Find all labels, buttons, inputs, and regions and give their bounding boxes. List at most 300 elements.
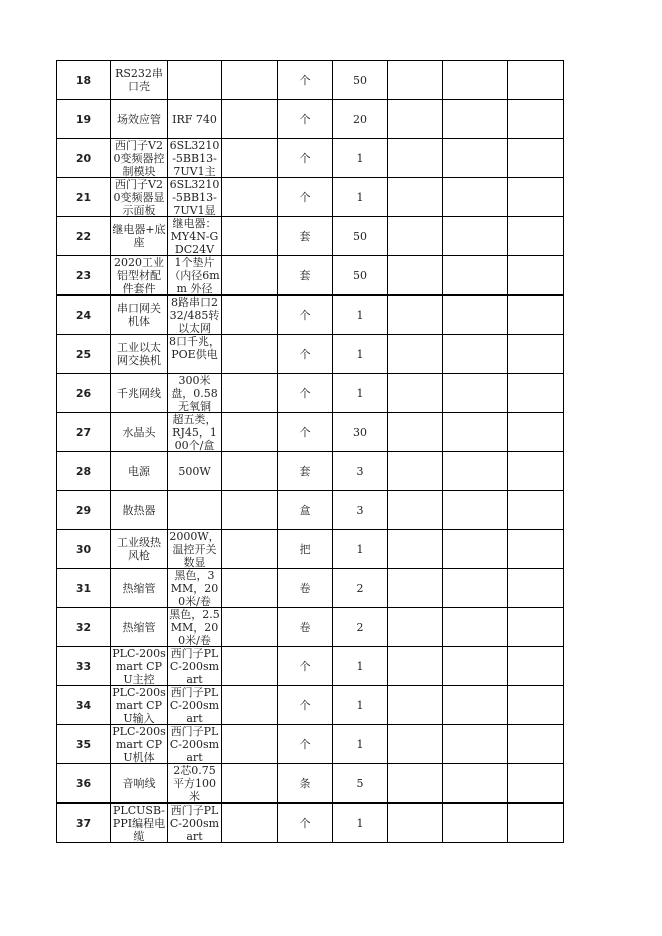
empty-cell[interactable] <box>443 335 508 374</box>
cell-content <box>388 335 442 373</box>
spec-cell[interactable] <box>168 295 222 335</box>
spec-cell[interactable] <box>168 530 222 569</box>
unit-cell[interactable] <box>278 217 333 256</box>
qty-text: 1 <box>356 386 364 400</box>
unit-text: 个 <box>299 151 311 165</box>
no-text: 21 <box>75 190 92 204</box>
qty-text: 1 <box>356 737 364 751</box>
empty-cell[interactable] <box>443 686 508 725</box>
empty-cell[interactable] <box>443 569 508 608</box>
empty-cell[interactable] <box>508 569 564 608</box>
cell-content <box>443 686 507 724</box>
empty-cell[interactable] <box>443 608 508 647</box>
cell-content <box>388 139 442 177</box>
qty-cell[interactable] <box>333 256 388 296</box>
name-cell[interactable] <box>111 764 168 804</box>
qty-cell[interactable] <box>333 217 388 256</box>
unit-text: 卷 <box>299 581 311 595</box>
empty-cell[interactable] <box>508 452 564 491</box>
empty-cell[interactable] <box>508 413 564 452</box>
table-row <box>57 139 564 178</box>
empty-cell[interactable] <box>508 803 564 843</box>
cell-content <box>222 374 277 412</box>
spec-text: 2芯0.75平方100米 <box>173 764 216 802</box>
cell-content <box>443 764 507 802</box>
empty-cell[interactable] <box>388 413 443 452</box>
qty-cell[interactable] <box>333 608 388 647</box>
name-text: 2020工业铝型材配件套件 <box>114 256 164 294</box>
table-row <box>57 413 564 452</box>
no-cell[interactable] <box>57 139 111 178</box>
cell-content <box>222 178 277 216</box>
empty-cell[interactable] <box>222 725 278 764</box>
cell-content <box>222 61 277 99</box>
qty-cell[interactable] <box>333 295 388 335</box>
no-cell[interactable] <box>57 725 111 764</box>
no-cell[interactable] <box>57 764 111 804</box>
qty-text: 1 <box>356 190 364 204</box>
no-cell[interactable] <box>57 335 111 374</box>
name-cell[interactable] <box>111 491 168 530</box>
table-row <box>57 295 564 335</box>
qty-cell[interactable] <box>333 139 388 178</box>
table-row <box>57 608 564 647</box>
no-cell[interactable] <box>57 61 111 100</box>
cell-content <box>508 374 563 412</box>
empty-cell[interactable] <box>508 686 564 725</box>
empty-cell[interactable] <box>388 452 443 491</box>
empty-cell[interactable] <box>388 139 443 178</box>
unit-cell[interactable] <box>278 295 333 335</box>
name-text: 西门子V20变频器控制模块 <box>113 139 165 177</box>
no-text: 24 <box>75 308 92 322</box>
name-cell[interactable] <box>111 139 168 178</box>
cell-content <box>388 530 442 568</box>
name-cell[interactable] <box>111 256 168 296</box>
spec-cell[interactable] <box>168 647 222 686</box>
no-text: 25 <box>75 347 92 361</box>
name-cell[interactable] <box>111 647 168 686</box>
qty-cell[interactable] <box>333 100 388 139</box>
empty-cell[interactable] <box>443 413 508 452</box>
empty-cell[interactable] <box>443 61 508 100</box>
name-text: 继电器+底座 <box>112 223 166 249</box>
name-cell[interactable] <box>111 530 168 569</box>
no-cell[interactable] <box>57 100 111 139</box>
name-text: 千兆网线 <box>117 386 161 400</box>
empty-cell[interactable] <box>222 374 278 413</box>
qty-cell[interactable] <box>333 452 388 491</box>
name-text: 电源 <box>128 464 150 478</box>
no-cell[interactable] <box>57 295 111 335</box>
spec-text: 6SL3210-5BB13-7UV1主 <box>169 139 220 177</box>
empty-cell[interactable] <box>443 530 508 569</box>
qty-cell[interactable] <box>333 491 388 530</box>
empty-cell[interactable] <box>388 295 443 335</box>
empty-cell[interactable] <box>388 647 443 686</box>
qty-cell[interactable] <box>333 803 388 843</box>
qty-text: 1 <box>356 347 364 361</box>
unit-cell[interactable] <box>278 803 333 843</box>
cell-content <box>443 569 507 607</box>
no-cell[interactable] <box>57 413 111 452</box>
cell-content <box>388 764 442 802</box>
empty-cell[interactable] <box>508 647 564 686</box>
unit-cell[interactable] <box>278 608 333 647</box>
spec-cell[interactable] <box>168 139 222 178</box>
unit-text: 条 <box>299 776 311 790</box>
cell-content <box>508 296 563 334</box>
empty-cell[interactable] <box>222 256 278 296</box>
qty-text: 50 <box>353 229 367 243</box>
cell-content <box>508 530 563 568</box>
unit-cell[interactable] <box>278 491 333 530</box>
unit-cell[interactable] <box>278 413 333 452</box>
qty-cell[interactable] <box>333 569 388 608</box>
empty-cell[interactable] <box>222 217 278 256</box>
name-text: PLC-200smart CPU机体 <box>112 725 166 763</box>
cell-content <box>508 491 563 529</box>
cell-content <box>508 139 563 177</box>
no-text: 30 <box>75 542 92 556</box>
cell-content <box>508 804 563 842</box>
unit-text: 个 <box>299 659 311 673</box>
qty-text: 50 <box>353 73 367 87</box>
no-cell[interactable] <box>57 608 111 647</box>
empty-cell[interactable] <box>443 452 508 491</box>
spec-text: 500W <box>178 464 211 478</box>
no-text: 29 <box>75 503 92 517</box>
empty-cell[interactable] <box>508 374 564 413</box>
name-cell[interactable] <box>111 61 168 100</box>
empty-cell[interactable] <box>443 647 508 686</box>
empty-cell[interactable] <box>388 569 443 608</box>
no-cell[interactable] <box>57 217 111 256</box>
unit-cell[interactable] <box>278 61 333 100</box>
qty-cell[interactable] <box>333 647 388 686</box>
table-row <box>57 61 564 100</box>
empty-cell[interactable] <box>222 413 278 452</box>
spec-text: 8路串口232/485转以太网 <box>169 296 220 334</box>
spec-cell[interactable] <box>168 569 222 608</box>
empty-cell[interactable] <box>508 764 564 804</box>
empty-cell[interactable] <box>388 256 443 296</box>
cell-content <box>222 608 277 646</box>
cell-content <box>222 452 277 490</box>
empty-cell[interactable] <box>388 335 443 374</box>
table-row <box>57 803 564 843</box>
empty-cell[interactable] <box>388 178 443 217</box>
empty-cell[interactable] <box>388 686 443 725</box>
empty-cell[interactable] <box>508 61 564 100</box>
table-row <box>57 256 564 296</box>
empty-cell[interactable] <box>508 217 564 256</box>
unit-cell[interactable] <box>278 374 333 413</box>
empty-cell[interactable] <box>222 764 278 804</box>
spec-text <box>168 491 221 529</box>
name-cell[interactable] <box>111 335 168 374</box>
cell-content <box>443 530 507 568</box>
cell-content <box>222 764 277 802</box>
name-cell[interactable] <box>111 413 168 452</box>
unit-cell[interactable] <box>278 452 333 491</box>
spec-cell[interactable] <box>168 803 222 843</box>
cell-content <box>388 725 442 763</box>
spec-text: 黑色，3MM，200米/卷 <box>170 569 219 607</box>
table-row <box>57 178 564 217</box>
empty-cell[interactable] <box>508 335 564 374</box>
empty-cell[interactable] <box>508 178 564 217</box>
qty-cell[interactable] <box>333 764 388 804</box>
empty-cell[interactable] <box>508 139 564 178</box>
empty-cell[interactable] <box>443 374 508 413</box>
spec-text: 8口千兆，POE供电 <box>169 335 220 361</box>
cell-content <box>222 217 277 255</box>
name-cell[interactable] <box>111 178 168 217</box>
empty-cell[interactable] <box>388 61 443 100</box>
empty-cell[interactable] <box>388 725 443 764</box>
cell-content <box>388 100 442 138</box>
name-cell[interactable] <box>111 295 168 335</box>
spec-text: 2000W，温控开关数显 <box>169 530 220 568</box>
name-cell[interactable] <box>111 725 168 764</box>
name-text: 热缩管 <box>122 581 156 595</box>
name-cell[interactable] <box>111 100 168 139</box>
no-cell[interactable] <box>57 686 111 725</box>
spec-cell[interactable] <box>168 178 222 217</box>
empty-cell[interactable] <box>508 491 564 530</box>
name-cell[interactable] <box>111 686 168 725</box>
spec-cell[interactable] <box>168 725 222 764</box>
empty-cell[interactable] <box>222 335 278 374</box>
empty-cell[interactable] <box>388 608 443 647</box>
empty-cell[interactable] <box>388 530 443 569</box>
name-text: 热缩管 <box>122 620 156 634</box>
qty-cell[interactable] <box>333 335 388 374</box>
no-cell[interactable] <box>57 452 111 491</box>
qty-cell[interactable] <box>333 374 388 413</box>
no-cell[interactable] <box>57 569 111 608</box>
cell-content <box>222 413 277 451</box>
no-text: 22 <box>75 229 92 243</box>
empty-cell[interactable] <box>388 764 443 804</box>
spec-cell[interactable] <box>168 413 222 452</box>
cell-content <box>222 647 277 685</box>
table-row <box>57 647 564 686</box>
unit-text: 卷 <box>299 620 311 634</box>
unit-text: 个 <box>299 308 311 322</box>
spec-text: 西门子PLC-200smart <box>169 725 220 763</box>
unit-cell[interactable] <box>278 647 333 686</box>
no-cell[interactable] <box>57 256 111 296</box>
spec-cell[interactable] <box>168 256 222 296</box>
empty-cell[interactable] <box>388 217 443 256</box>
empty-cell[interactable] <box>508 608 564 647</box>
empty-cell[interactable] <box>222 608 278 647</box>
spec-text: 6SL3210-5BB13-7UV1显 <box>169 178 220 216</box>
spec-cell[interactable] <box>168 764 222 804</box>
cell-content <box>508 217 563 255</box>
cell-content <box>443 374 507 412</box>
unit-cell[interactable] <box>278 178 333 217</box>
unit-text: 个 <box>299 425 311 439</box>
name-text: PLCUSB-PPI编程电缆 <box>112 804 166 842</box>
spec-cell[interactable] <box>168 686 222 725</box>
empty-cell[interactable] <box>388 491 443 530</box>
empty-cell[interactable] <box>508 100 564 139</box>
unit-cell[interactable] <box>278 725 333 764</box>
spec-cell[interactable] <box>168 374 222 413</box>
empty-cell[interactable] <box>443 139 508 178</box>
qty-cell[interactable] <box>333 530 388 569</box>
unit-cell[interactable] <box>278 569 333 608</box>
unit-text: 把 <box>299 542 311 556</box>
cell-content <box>508 452 563 490</box>
empty-cell[interactable] <box>222 452 278 491</box>
unit-text: 个 <box>299 73 311 87</box>
spec-text: 西门子PLC-200smart <box>169 686 220 724</box>
unit-text: 个 <box>299 112 311 126</box>
cell-content <box>388 647 442 685</box>
empty-cell[interactable] <box>443 803 508 843</box>
unit-cell[interactable] <box>278 256 333 296</box>
cell-content <box>222 725 277 763</box>
unit-cell[interactable] <box>278 100 333 139</box>
empty-cell[interactable] <box>222 100 278 139</box>
qty-cell[interactable] <box>333 61 388 100</box>
empty-cell[interactable] <box>222 295 278 335</box>
no-cell[interactable] <box>57 178 111 217</box>
cell-content <box>443 647 507 685</box>
empty-cell[interactable] <box>388 803 443 843</box>
unit-text: 个 <box>299 190 311 204</box>
empty-cell[interactable] <box>508 256 564 296</box>
spec-text: 300米盘，0.58无氧铜 <box>171 374 218 412</box>
name-cell[interactable] <box>111 608 168 647</box>
cell-content <box>222 139 277 177</box>
empty-cell[interactable] <box>388 374 443 413</box>
unit-cell[interactable] <box>278 686 333 725</box>
no-cell[interactable] <box>57 803 111 843</box>
spec-cell[interactable] <box>168 217 222 256</box>
empty-cell[interactable] <box>443 764 508 804</box>
empty-cell[interactable] <box>222 178 278 217</box>
cell-content <box>388 374 442 412</box>
qty-cell[interactable] <box>333 413 388 452</box>
table-row <box>57 335 564 374</box>
no-text: 32 <box>75 620 92 634</box>
cell-content <box>388 569 442 607</box>
no-text: 23 <box>75 268 92 282</box>
no-text: 26 <box>75 386 92 400</box>
no-cell[interactable] <box>57 491 111 530</box>
empty-cell[interactable] <box>222 803 278 843</box>
empty-cell[interactable] <box>443 256 508 296</box>
qty-text: 2 <box>356 620 364 634</box>
no-cell[interactable] <box>57 647 111 686</box>
cell-content <box>443 139 507 177</box>
spec-text <box>168 61 221 99</box>
cell-content <box>508 413 563 451</box>
empty-cell[interactable] <box>388 100 443 139</box>
empty-cell[interactable] <box>508 725 564 764</box>
unit-cell[interactable] <box>278 139 333 178</box>
empty-cell[interactable] <box>222 61 278 100</box>
unit-cell[interactable] <box>278 335 333 374</box>
cell-content <box>508 569 563 607</box>
spec-text: 1个垫片（内径6mm 外径 <box>169 256 220 294</box>
spec-cell[interactable] <box>168 452 222 491</box>
empty-cell[interactable] <box>508 295 564 335</box>
qty-cell[interactable] <box>333 178 388 217</box>
qty-cell[interactable] <box>333 725 388 764</box>
name-cell[interactable] <box>111 452 168 491</box>
empty-cell[interactable] <box>443 491 508 530</box>
qty-text: 1 <box>356 659 364 673</box>
spec-cell[interactable] <box>168 61 222 100</box>
empty-cell[interactable] <box>443 178 508 217</box>
table-row <box>57 569 564 608</box>
cell-content <box>222 100 277 138</box>
empty-cell[interactable] <box>508 530 564 569</box>
unit-text: 套 <box>299 268 311 282</box>
unit-cell[interactable] <box>278 764 333 804</box>
no-text: 18 <box>75 73 92 87</box>
cell-content <box>443 452 507 490</box>
empty-cell[interactable] <box>222 569 278 608</box>
empty-cell[interactable] <box>222 491 278 530</box>
name-text: RS232串口壳 <box>115 67 163 93</box>
empty-cell[interactable] <box>222 139 278 178</box>
unit-cell[interactable] <box>278 530 333 569</box>
spec-cell[interactable] <box>168 491 222 530</box>
cell-content <box>443 296 507 334</box>
qty-text: 1 <box>356 816 364 830</box>
empty-cell[interactable] <box>443 217 508 256</box>
cell-content <box>508 725 563 763</box>
spec-cell[interactable] <box>168 608 222 647</box>
cell-content <box>508 335 563 373</box>
qty-text: 3 <box>356 464 364 478</box>
cell-content <box>508 100 563 138</box>
qty-text: 3 <box>356 503 364 517</box>
no-cell[interactable] <box>57 530 111 569</box>
spec-cell[interactable] <box>168 100 222 139</box>
name-cell[interactable] <box>111 569 168 608</box>
cell-content <box>508 764 563 802</box>
name-cell[interactable] <box>111 374 168 413</box>
name-text: 工业以太网交换机 <box>117 341 161 367</box>
no-cell[interactable] <box>57 374 111 413</box>
no-text: 28 <box>75 464 92 478</box>
spec-cell[interactable] <box>168 335 222 374</box>
empty-cell[interactable] <box>222 530 278 569</box>
name-cell[interactable] <box>111 217 168 256</box>
table-row <box>57 530 564 569</box>
name-cell[interactable] <box>111 803 168 843</box>
spec-text: 西门子PLC-200smart <box>169 804 220 842</box>
unit-text: 个 <box>299 698 311 712</box>
cell-content <box>388 608 442 646</box>
qty-cell[interactable] <box>333 686 388 725</box>
empty-cell[interactable] <box>222 647 278 686</box>
cell-content <box>222 569 277 607</box>
empty-cell[interactable] <box>222 686 278 725</box>
empty-cell[interactable] <box>443 295 508 335</box>
cell-content <box>508 178 563 216</box>
empty-cell[interactable] <box>443 725 508 764</box>
empty-cell[interactable] <box>443 100 508 139</box>
